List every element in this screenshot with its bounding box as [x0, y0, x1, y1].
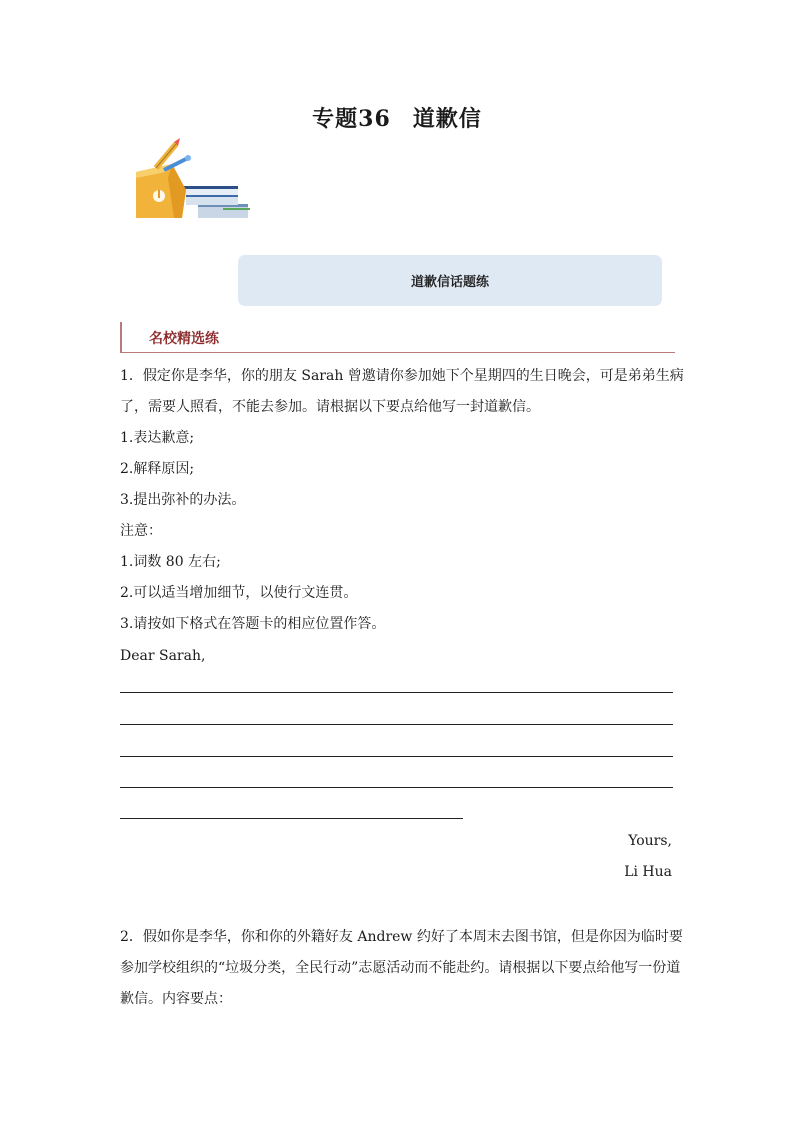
q1-note-title: 注意：	[120, 523, 162, 539]
q1-note-3: 3.请按如下格式在答题卡的相应位置作答。	[120, 616, 386, 632]
answer-line[interactable]	[120, 756, 673, 757]
page-title	[0, 102, 794, 133]
answer-line[interactable]	[120, 787, 673, 788]
q1-signature: Li Hua	[624, 864, 672, 880]
topic-banner: 道歉信话题练	[238, 255, 662, 306]
q1-closing: Yours,	[628, 833, 672, 849]
q1-note-2: 2.可以适当增加细节，以使行文连贯。	[120, 585, 358, 601]
q1-point-1: 1.表达歉意;	[120, 430, 195, 446]
q2-prompt-line3: 歉信。内容要点：	[120, 991, 232, 1007]
q2-prompt-line2: 参加学校组织的“垃圾分类，全民行动”志愿活动而不能赴约。请根据以下要点给他写一份道	[120, 960, 681, 976]
q1-prompt-line1: 1．假定你是李华，你的朋友 Sarah 曾邀请你参加她下个星期四的生日晚会，可是弟弟生病	[120, 368, 684, 384]
section-header	[120, 322, 675, 353]
answer-line[interactable]	[120, 724, 673, 725]
title-topic: 道歉信	[412, 106, 482, 132]
q1-point-3: 3.提出弥补的办法。	[120, 492, 246, 508]
q1-point-2: 2.解释原因;	[120, 461, 195, 477]
q1-note-1: 1.词数 80 左右;	[120, 554, 221, 570]
q1-prompt-line2: 了，需要人照看，不能去参加。请根据以下要点给他写一封道歉信。	[120, 399, 540, 415]
section-accent-bar	[120, 322, 122, 352]
q2-prompt-line1: 2．假如你是李华，你和你的外籍好友 Andrew 约好了本周末去图书馆，但是你因为临时要	[120, 929, 683, 945]
books-pencil-illustration	[128, 138, 254, 224]
answer-line[interactable]	[120, 818, 463, 819]
answer-line[interactable]	[120, 692, 673, 693]
title-number: 专题36	[312, 106, 391, 132]
section-label: 名校精选练	[149, 331, 219, 347]
q1-salutation: Dear Sarah,	[120, 648, 206, 664]
